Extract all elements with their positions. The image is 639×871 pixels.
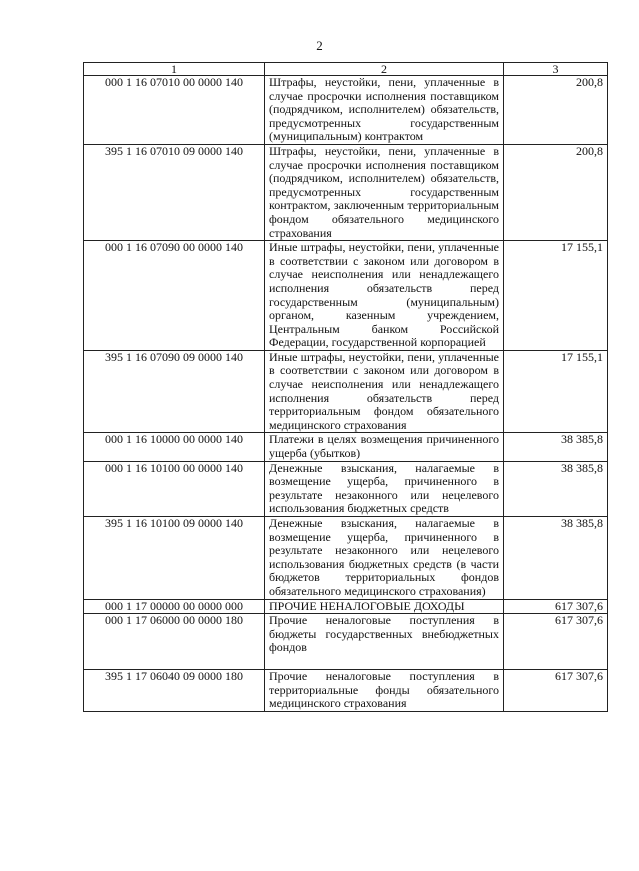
budget-code: 000 1 16 07010 00 0000 140: [84, 76, 265, 145]
amount: 617 307,6: [504, 599, 608, 614]
revenue-name: Иные штрафы, неустойки, пени, уплаченные в соответствии с законом или договором в случае неисполнения или ненадлежащего исполнения обязательств перед государственным (муниципальным) органом, казенным учреждением, Центральным банком Российской Федерации, государственной корпорацией: [265, 241, 504, 351]
table-row: [84, 76, 608, 145]
amount: 617 307,6: [504, 669, 608, 711]
revenue-name: Штрафы, неустойки, пени, уплаченные в случае просрочки исполнения поставщиком (подрядчиком, исполнителем) обязательств, предусмотренных государственным (муниципальным) контрактом: [265, 76, 504, 145]
table-row: [84, 461, 608, 516]
revenue-name: Прочие неналоговые поступления в территориальные фонды обязательного медицинского страхования: [265, 669, 504, 711]
column-number-1: 1: [84, 63, 265, 76]
budget-code: 000 1 17 06000 00 0000 180: [84, 614, 265, 670]
revenue-name: Платежи в целях возмещения причиненного ущерба (убытков): [265, 433, 504, 461]
amount: 38 385,8: [504, 461, 608, 516]
revenue-name: ПРОЧИЕ НЕНАЛОГОВЫЕ ДОХОДЫ: [265, 599, 504, 614]
amount: 38 385,8: [504, 517, 608, 600]
table-row: [84, 517, 608, 600]
revenue-name: Денежные взыскания, налагаемые в возмещение ущерба, причиненного в результате незаконного или нецелевого использования бюджетных средств: [265, 461, 504, 516]
table-row: [84, 614, 608, 670]
amount: 17 155,1: [504, 350, 608, 433]
table-row: [84, 241, 608, 351]
table-row: [84, 350, 608, 433]
budget-code: 000 1 16 10100 00 0000 140: [84, 461, 265, 516]
budget-code: 395 1 16 07090 09 0000 140: [84, 350, 265, 433]
amount: 200,8: [504, 144, 608, 240]
table-row: [84, 669, 608, 711]
budget-code: 395 1 17 06040 09 0000 180: [84, 669, 265, 711]
amount: 17 155,1: [504, 241, 608, 351]
table-row: [84, 144, 608, 240]
amount: 617 307,6: [504, 614, 608, 670]
revenue-table: [83, 62, 608, 712]
revenue-name: Денежные взыскания, налагаемые в возмещение ущерба, причиненного в результате незаконного или нецелевого использования бюджетных средств (в части бюджетов территориальных фондов обязательного медицинского страхования): [265, 517, 504, 600]
budget-code: 000 1 16 10000 00 0000 140: [84, 433, 265, 461]
table-row: [84, 433, 608, 461]
budget-code: 000 1 16 07090 00 0000 140: [84, 241, 265, 351]
budget-code: 000 1 17 00000 00 0000 000: [84, 599, 265, 614]
revenue-name: Штрафы, неустойки, пени, уплаченные в случае просрочки исполнения поставщиком (подрядчиком, исполнителем) обязательств, предусмотренных государственным контрактом, заключенным территориальным фондом обязательного медицинского страхования: [265, 144, 504, 240]
revenue-name: Прочие неналоговые поступления в бюджеты государственных внебюджетных фондов: [265, 614, 504, 670]
column-number-row: [84, 63, 608, 76]
amount: 38 385,8: [504, 433, 608, 461]
column-number-2: 2: [265, 63, 504, 76]
budget-code: 395 1 16 07010 09 0000 140: [84, 144, 265, 240]
budget-code: 395 1 16 10100 09 0000 140: [84, 517, 265, 600]
amount: 200,8: [504, 76, 608, 145]
revenue-name: Иные штрафы, неустойки, пени, уплаченные в соответствии с законом или договором в случае неисполнения или ненадлежащего исполнения обязательств перед территориальным фондом обязательного медицинского страхования: [265, 350, 504, 433]
column-number-3: 3: [504, 63, 608, 76]
page-number: 2: [316, 38, 323, 53]
table-row: [84, 599, 608, 614]
